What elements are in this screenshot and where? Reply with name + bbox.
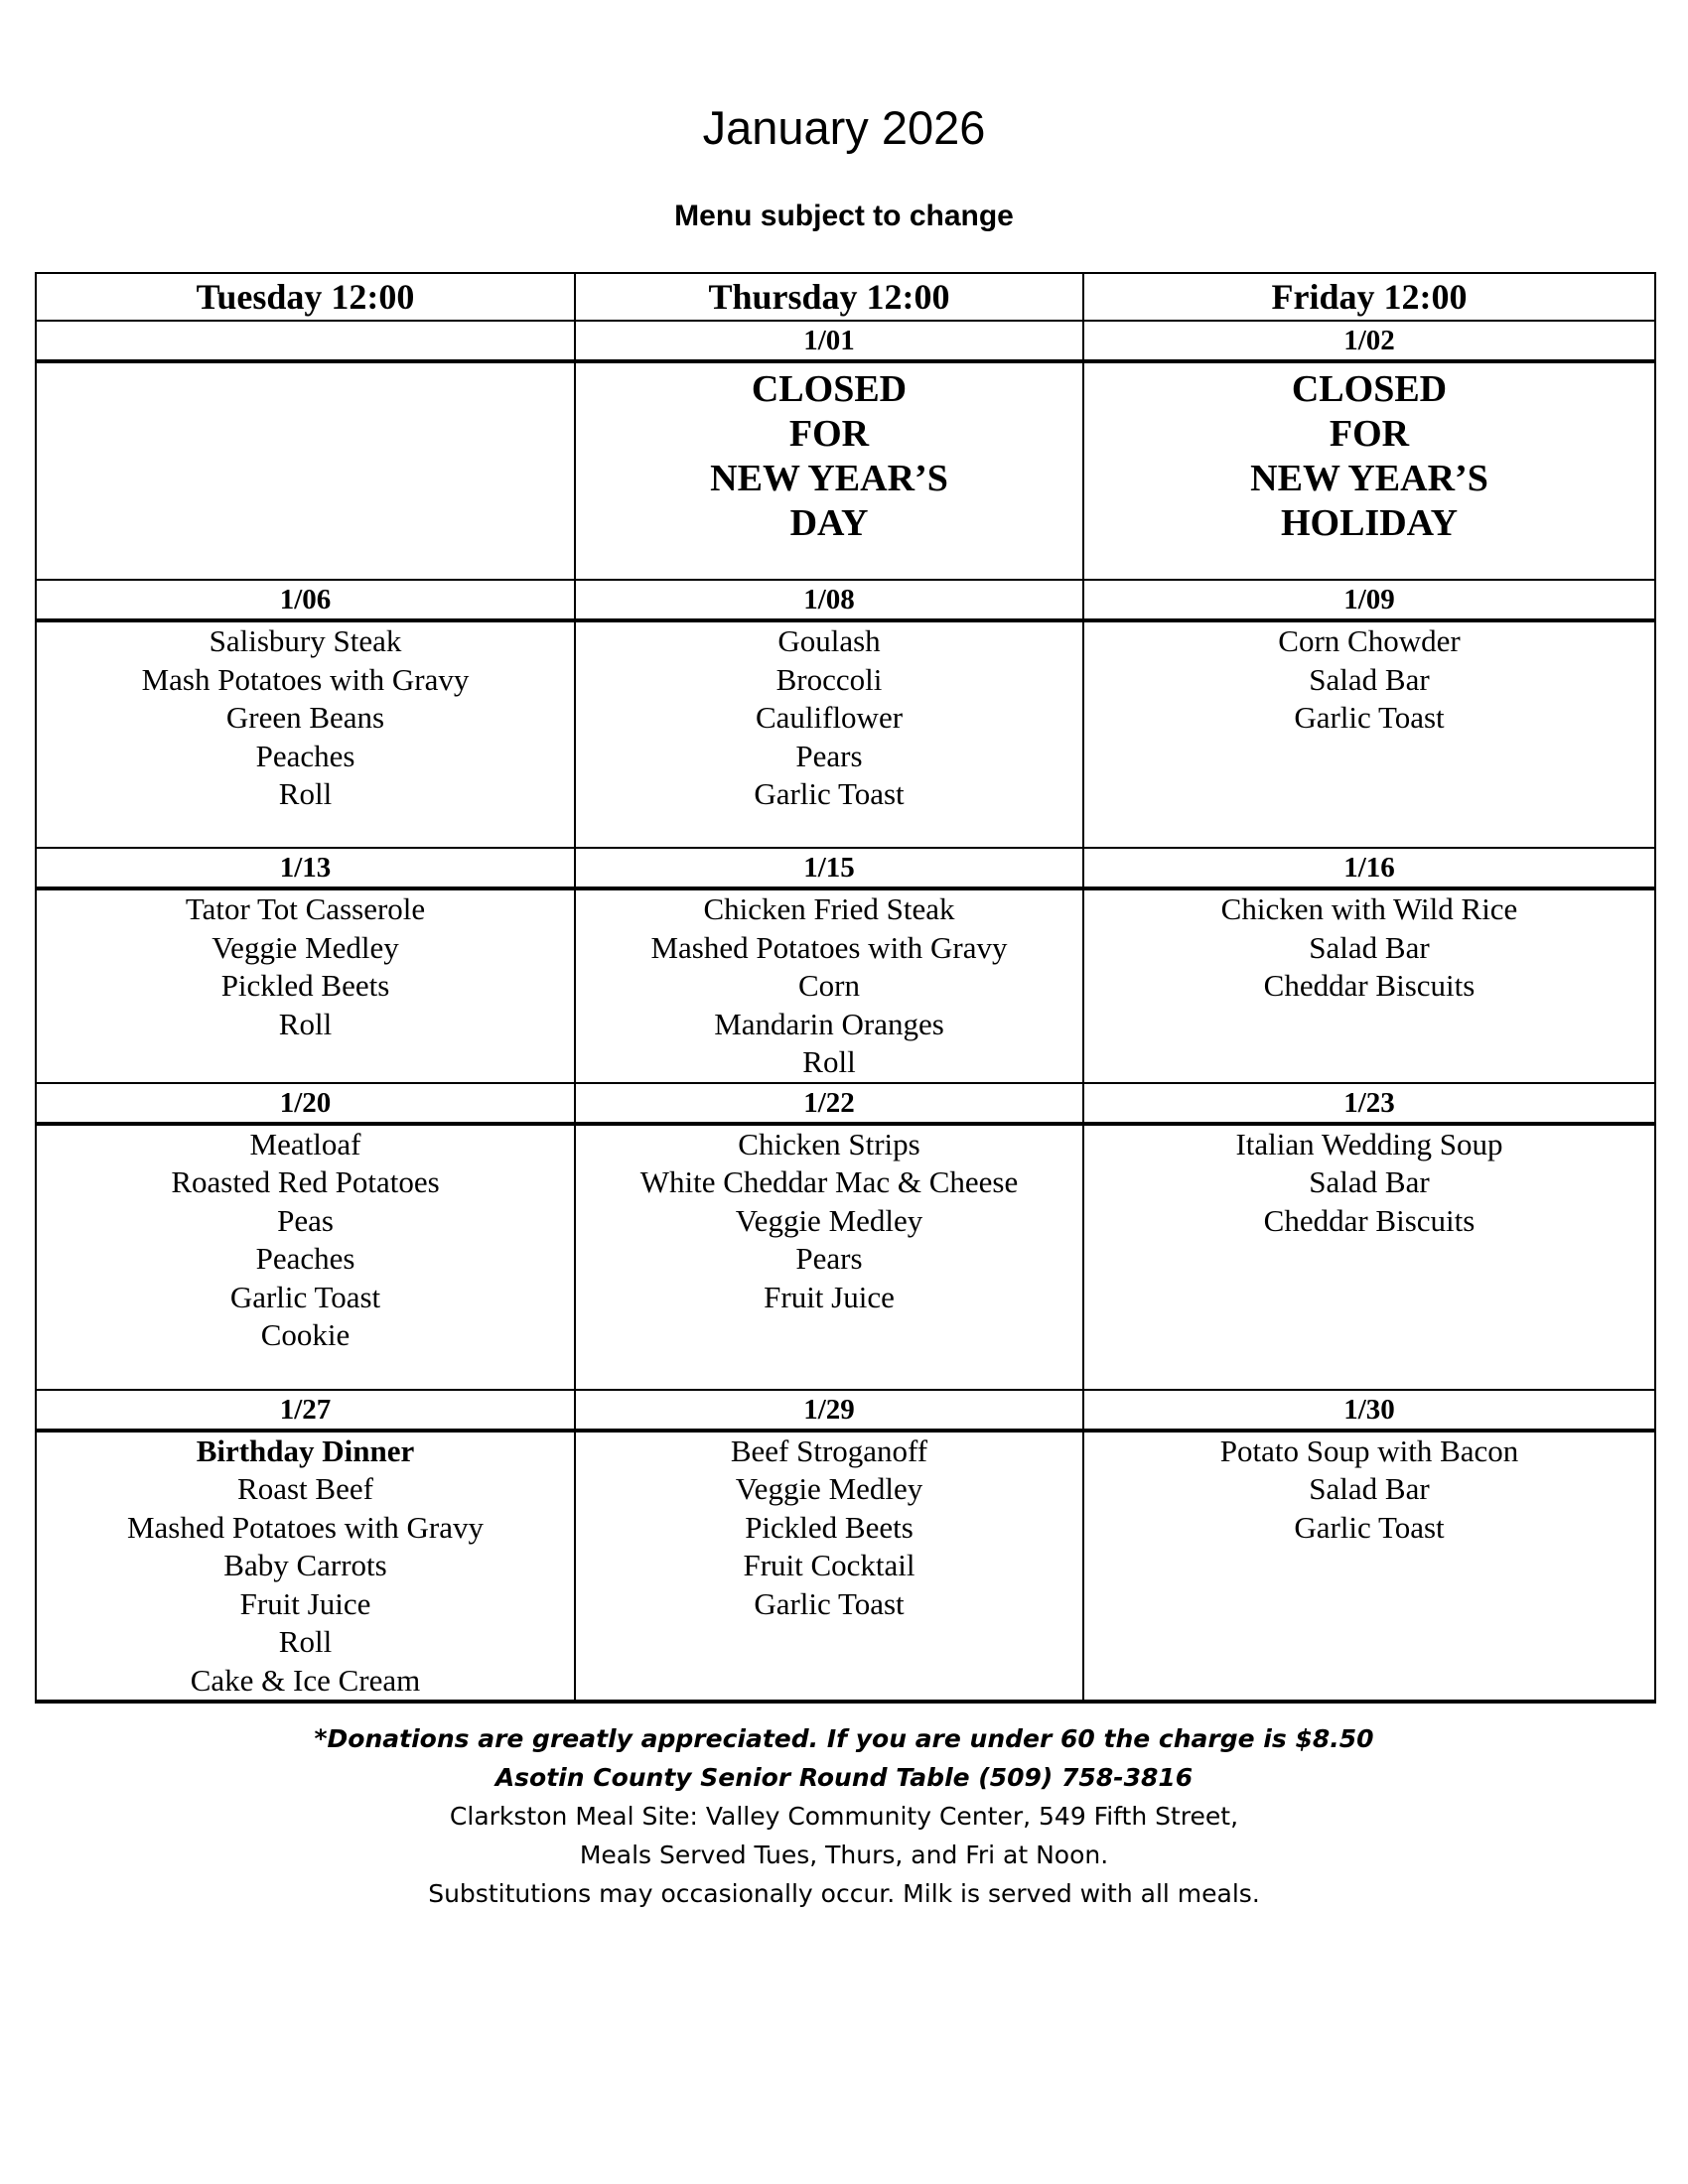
menu-item: Veggie Medley <box>735 1471 923 1506</box>
date-row <box>36 1083 1655 1124</box>
menu-item: Roast Beef <box>237 1471 373 1506</box>
menu-item: Salad Bar <box>1309 1471 1430 1506</box>
menu-item: Veggie Medley <box>211 929 399 965</box>
menu-item: Cake & Ice Cream <box>190 1662 421 1698</box>
date-cell: 1/29 <box>575 1390 1083 1431</box>
menu-item: Baby Carrots <box>223 1548 387 1582</box>
menu-item: Fruit Cocktail <box>743 1548 915 1582</box>
menu-item: Tator Tot Casserole <box>185 891 426 926</box>
menu-item: Mash Potatoes with Gravy <box>141 661 470 697</box>
menu-cell <box>36 361 575 580</box>
closed-notice-line: FOR <box>788 413 870 455</box>
date-cell: 1/27 <box>36 1390 575 1431</box>
date-cell: 1/16 <box>1083 848 1655 888</box>
date-row <box>36 321 1655 361</box>
menu-item: Cauliflower <box>755 700 904 735</box>
meal-site-line: Clarkston Meal Site: Valley Community Center, 549 Fifth Street, <box>449 1802 1239 1831</box>
date-row <box>36 848 1655 888</box>
date-cell: 1/15 <box>575 848 1083 888</box>
menu-item: Fruit Juice <box>239 1585 371 1621</box>
menu-item-birthday-dinner: Birthday Dinner <box>196 1433 415 1468</box>
date-cell: 1/01 <box>575 321 1083 361</box>
menu-item: Corn <box>798 968 860 1003</box>
day-header-row <box>36 273 1655 321</box>
menu-item: Salisbury Steak <box>209 623 402 658</box>
menu-item: Roll <box>802 1044 856 1079</box>
menu-item: Garlic Toast <box>754 1585 905 1621</box>
column-header-thursday: Thursday 12:00 <box>575 273 1083 321</box>
menu-cell <box>1083 620 1655 848</box>
menu-item: Salad Bar <box>1309 661 1430 697</box>
menu-cell <box>575 1124 1083 1390</box>
menu-row <box>36 620 1655 848</box>
menu-item: Peaches <box>255 738 355 773</box>
date-cell: 1/09 <box>1083 580 1655 620</box>
menu-item: Mashed Potatoes with Gravy <box>650 929 1008 965</box>
menu-row <box>36 1431 1655 1703</box>
menu-cell <box>575 888 1083 1083</box>
menu-item: Peaches <box>255 1241 355 1276</box>
menu-item: Roll <box>278 1624 333 1659</box>
closed-notice-line: HOLIDAY <box>1280 502 1459 544</box>
menu-item: Corn Chowder <box>1278 623 1461 658</box>
menu-item: Pears <box>795 738 863 773</box>
menu-cell <box>575 361 1083 580</box>
menu-row <box>36 361 1655 580</box>
date-cell: 1/20 <box>36 1083 575 1124</box>
date-cell <box>36 321 575 361</box>
menu-cell <box>1083 1124 1655 1390</box>
date-cell: 1/02 <box>1083 321 1655 361</box>
substitution-note: Substitutions may occasionally occur. Milk is served with all meals. <box>428 1879 1260 1908</box>
menu-cell <box>36 1124 575 1390</box>
menu-item: Pickled Beets <box>745 1509 914 1545</box>
menu-item: Roll <box>278 1006 333 1041</box>
menu-item: Garlic Toast <box>754 776 905 811</box>
menu-item: Broccoli <box>775 661 883 697</box>
menu-row <box>36 1124 1655 1390</box>
menu-item: Garlic Toast <box>1294 1509 1445 1545</box>
menu-item: Cheddar Biscuits <box>1263 1202 1476 1238</box>
closed-notice-line: CLOSED <box>1291 368 1448 410</box>
menu-item: Roasted Red Potatoes <box>171 1164 440 1199</box>
menu-item: Pickled Beets <box>220 968 390 1003</box>
menu-item: Chicken Fried Steak <box>703 891 955 926</box>
date-cell: 1/06 <box>36 580 575 620</box>
menu-item: Goulash <box>777 623 881 658</box>
column-header-friday: Friday 12:00 <box>1083 273 1655 321</box>
menu-item: Fruit Juice <box>764 1279 895 1314</box>
menu-cell <box>36 1431 575 1703</box>
menu-cell <box>1083 888 1655 1083</box>
menu-item: Garlic Toast <box>229 1279 381 1314</box>
menu-item: Garlic Toast <box>1294 700 1445 735</box>
menu-item: Beef Stroganoff <box>730 1433 928 1468</box>
menu-cell <box>1083 361 1655 580</box>
menu-item: Chicken with Wild Rice <box>1220 891 1518 926</box>
menu-item: Mashed Potatoes with Gravy <box>126 1509 485 1545</box>
menu-item: Potato Soup with Bacon <box>1219 1433 1519 1468</box>
column-header-tuesday: Tuesday 12:00 <box>36 273 575 321</box>
page-title: January 2026 <box>702 101 986 154</box>
menu-table <box>35 272 1656 1704</box>
menu-item: Veggie Medley <box>735 1202 923 1238</box>
menu-item: Green Beans <box>225 700 385 735</box>
closed-notice-line: NEW YEAR’S <box>1250 458 1488 499</box>
date-row <box>36 1390 1655 1431</box>
closed-notice-line: FOR <box>1329 413 1410 455</box>
menu-item: Salad Bar <box>1309 929 1430 965</box>
date-row <box>36 580 1655 620</box>
menu-item: White Cheddar Mac & Cheese <box>639 1164 1019 1199</box>
menu-cell <box>575 1431 1083 1703</box>
donation-note: *Donations are greatly appreciated. If you are under 60 the charge is $8.50 <box>314 1724 1374 1753</box>
contact-line: Asotin County Senior Round Table (509) 758-3816 <box>494 1763 1194 1792</box>
menu-subtitle: Menu subject to change <box>674 200 1014 232</box>
menu-cell <box>575 620 1083 848</box>
menu-item: Pears <box>795 1241 863 1276</box>
menu-item: Italian Wedding Soup <box>1235 1126 1503 1161</box>
schedule-line: Meals Served Tues, Thurs, and Fri at Noon. <box>579 1841 1109 1869</box>
menu-row <box>36 888 1655 1083</box>
date-cell: 1/30 <box>1083 1390 1655 1431</box>
date-cell: 1/22 <box>575 1083 1083 1124</box>
date-cell: 1/23 <box>1083 1083 1655 1124</box>
menu-cell <box>36 620 575 848</box>
menu-item: Peas <box>277 1202 334 1238</box>
date-cell: 1/08 <box>575 580 1083 620</box>
menu-cell <box>1083 1431 1655 1703</box>
menu-item: Meatloaf <box>249 1126 361 1161</box>
menu-item: Salad Bar <box>1309 1164 1430 1199</box>
footer-notes <box>0 1719 1688 1913</box>
menu-cell <box>36 888 575 1083</box>
menu-item: Chicken Strips <box>738 1126 920 1161</box>
menu-item: Cheddar Biscuits <box>1263 968 1476 1003</box>
closed-notice-line: DAY <box>789 502 869 544</box>
date-cell: 1/13 <box>36 848 575 888</box>
closed-notice-line: CLOSED <box>751 368 908 410</box>
menu-item: Mandarin Oranges <box>714 1006 944 1041</box>
menu-item: Cookie <box>260 1317 351 1352</box>
menu-item: Roll <box>278 776 333 811</box>
closed-notice-line: NEW YEAR’S <box>710 458 948 499</box>
